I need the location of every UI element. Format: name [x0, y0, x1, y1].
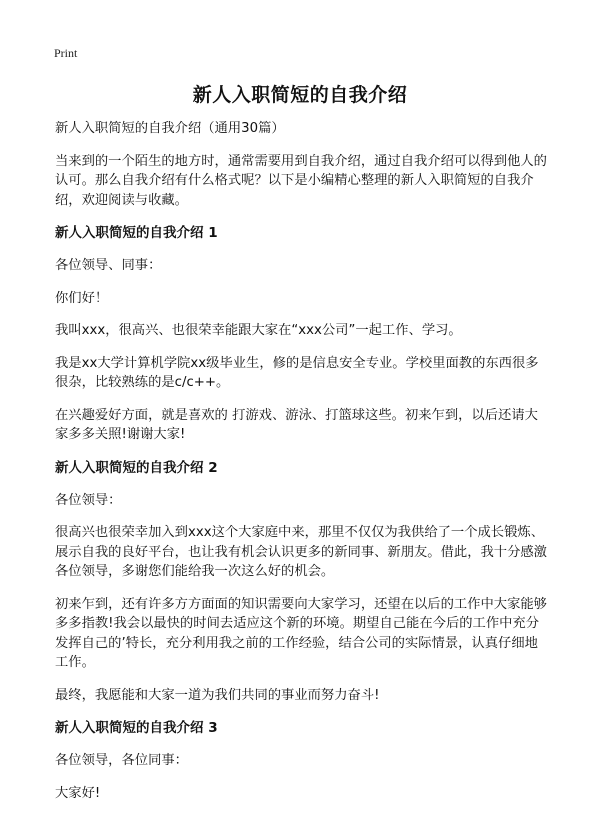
- document-subtitle: 新人入职简短的自我介绍（通用30篇）: [55, 121, 285, 136]
- section-3-paragraph: 各位领导，各位同事：: [55, 753, 188, 768]
- section-1-paragraph: 我叫xxx，很高兴、也很荣幸能跟大家在“xxx公司”一起工作、学习。: [55, 323, 462, 338]
- section-3-heading: 新人入职简短的自我介绍 3: [55, 720, 218, 736]
- section-2-paragraph: 初来乍到，还有许多方方面面的知识需要向大家学习，还望在以后的工作中大家能够多多指教!我会以最快的时间去适应这个新的环境。期望自己能在今后的工作中充分发挥自己的’特长，充分利用我之前的工作经验，结合公司的实际情景，认真仔细地工作。: [55, 596, 547, 670]
- section-2-paragraph: 最终，我愿能和大家一道为我们共同的事业而努力奋斗!: [55, 687, 380, 703]
- section-2-paragraph: 各位领导：: [55, 492, 122, 508]
- section-1-paragraph: 各位领导、同事：: [55, 258, 162, 273]
- page-title: 新人入职简短的自我介绍: [192, 84, 408, 106]
- section-1-paragraph: 在兴趣爱好方面，就是喜欢的 打游戏、游泳、打篮球这些。初来乍到，以后还请大家多多关照!谢谢大家!: [55, 407, 538, 442]
- section-1-heading: 新人入职简短的自我介绍 1: [55, 225, 218, 241]
- section-3-paragraph: 大家好!: [55, 785, 101, 801]
- section-1-paragraph: 你们好！: [55, 290, 109, 306]
- section-2-heading: 新人入职简短的自我介绍 2: [55, 459, 218, 476]
- print-label: Print: [54, 46, 78, 60]
- intro-paragraph: 当来到的一个陌生的地方时，通常需要用到自我介绍，通过自我介绍可以得到他人的认可。那么自我介绍有什么格式呢？以下是小编精心整理的新人入职简短的自我介绍，欢迎阅读与收藏。: [55, 153, 547, 208]
- section-1-paragraph: 我是xx大学计算机学院xx级毕业生，修的是信息安全专业。学校里面教的东西很多很杂，比较熟练的是c/c++。: [55, 355, 539, 390]
- section-2-paragraph: 很高兴也很荣幸加入到xxx这个大家庭中来，那里不仅仅为我供给了一个成长锻炼、展示自我的良好平台，也让我有机会认识更多的新同事、新朋友。借此，我十分感激各位领导，多谢您们能给我一次这么好的机会。: [55, 525, 547, 579]
- document-body: [55, 119, 551, 816]
